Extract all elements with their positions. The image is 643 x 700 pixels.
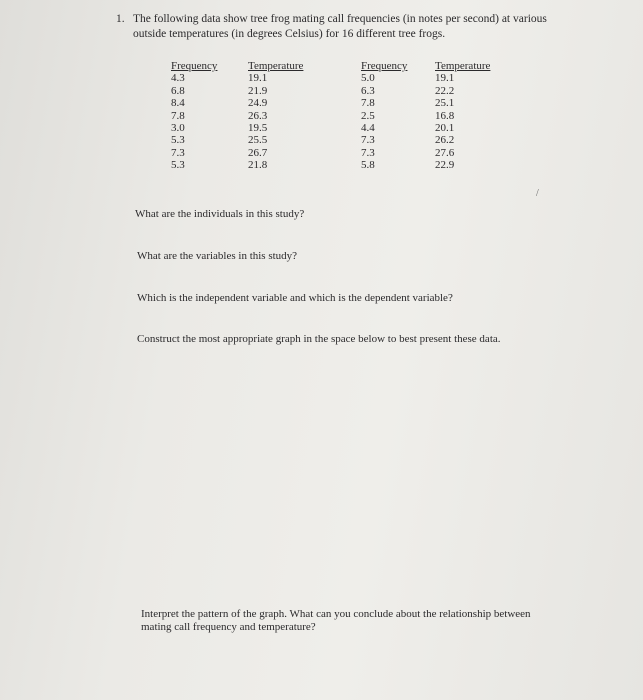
frequency-cell: 4.3 — [171, 72, 185, 85]
question-individuals: What are the individuals in this study? — [135, 208, 305, 220]
table-row — [171, 159, 318, 171]
table-header — [361, 60, 505, 72]
temperature-cell: 25.1 — [435, 97, 455, 110]
temperature-cell: 22.9 — [435, 159, 455, 172]
temperature-cell: 21.9 — [248, 84, 268, 97]
frequency-cell: 7.3 — [361, 134, 375, 147]
problem-number: 1. — [116, 13, 125, 25]
question-construct-graph: Construct the most appropriate graph in the space below to best present these data. — [137, 333, 501, 345]
temperature-cell: 19.5 — [248, 122, 268, 135]
problem-intro: The following data show tree frog mating call frequencies (in notes per second) at various outside temperatures (in degrees Celsius) for 16 different tree frogs. — [133, 13, 547, 40]
temperature-cell: 24.9 — [248, 97, 268, 110]
frequency-cell: 5.0 — [361, 72, 375, 85]
frequency-cell: 4.4 — [361, 122, 375, 135]
header-frequency: Frequency — [361, 60, 408, 72]
header-temperature: Temperature — [435, 60, 491, 72]
temperature-cell: 16.8 — [435, 109, 455, 122]
table-row — [361, 85, 505, 97]
temperature-cell: 22.2 — [435, 84, 455, 97]
temperature-cell: 26.7 — [248, 146, 268, 159]
frequency-cell: 5.8 — [361, 159, 375, 172]
table-row — [171, 85, 318, 97]
question-variables: What are the variables in this study? — [137, 250, 298, 262]
table-row — [361, 122, 505, 134]
frequency-cell: 8.4 — [171, 97, 185, 110]
table-row — [171, 97, 318, 109]
frequency-cell: 6.3 — [361, 84, 375, 97]
question-interpret-graph: Interpret the pattern of the graph. What can you conclude about the relationship between mating call frequency and temperature? — [141, 608, 531, 633]
table-row — [361, 147, 505, 159]
header-temperature: Temperature — [248, 60, 304, 72]
frequency-cell: 7.8 — [361, 97, 375, 110]
frequency-cell: 7.3 — [171, 146, 185, 159]
table-row — [361, 72, 505, 84]
table-row — [171, 72, 318, 84]
problem-statement — [116, 12, 566, 42]
table-row — [171, 134, 318, 146]
temperature-cell: 27.6 — [435, 146, 455, 159]
frequency-cell: 2.5 — [361, 109, 375, 122]
frequency-cell: 7.3 — [361, 146, 375, 159]
table-row — [171, 110, 318, 122]
frequency-cell: 3.0 — [171, 122, 185, 135]
question-independent-dependent: Which is the independent variable and which is the dependent variable? — [137, 292, 453, 304]
frequency-cell: 5.3 — [171, 159, 185, 172]
stray-pen-mark: / — [536, 188, 539, 199]
temperature-cell: 25.5 — [248, 134, 268, 147]
temperature-cell: 26.3 — [248, 109, 268, 122]
data-table-right — [361, 60, 505, 172]
table-row — [361, 134, 505, 146]
frequency-cell: 6.8 — [171, 84, 185, 97]
temperature-cell: 26.2 — [435, 134, 455, 147]
frequency-cell: 5.3 — [171, 134, 185, 147]
header-frequency: Frequency — [171, 60, 218, 72]
frequency-cell: 7.8 — [171, 109, 185, 122]
data-table-left — [171, 60, 318, 172]
temperature-cell: 19.1 — [248, 72, 268, 85]
table-row — [361, 159, 505, 171]
table-row — [361, 110, 505, 122]
temperature-cell: 19.1 — [435, 72, 455, 85]
table-row — [361, 97, 505, 109]
table-header — [171, 60, 318, 72]
temperature-cell: 20.1 — [435, 122, 455, 135]
table-row — [171, 147, 318, 159]
table-row — [171, 122, 318, 134]
temperature-cell: 21.8 — [248, 159, 268, 172]
